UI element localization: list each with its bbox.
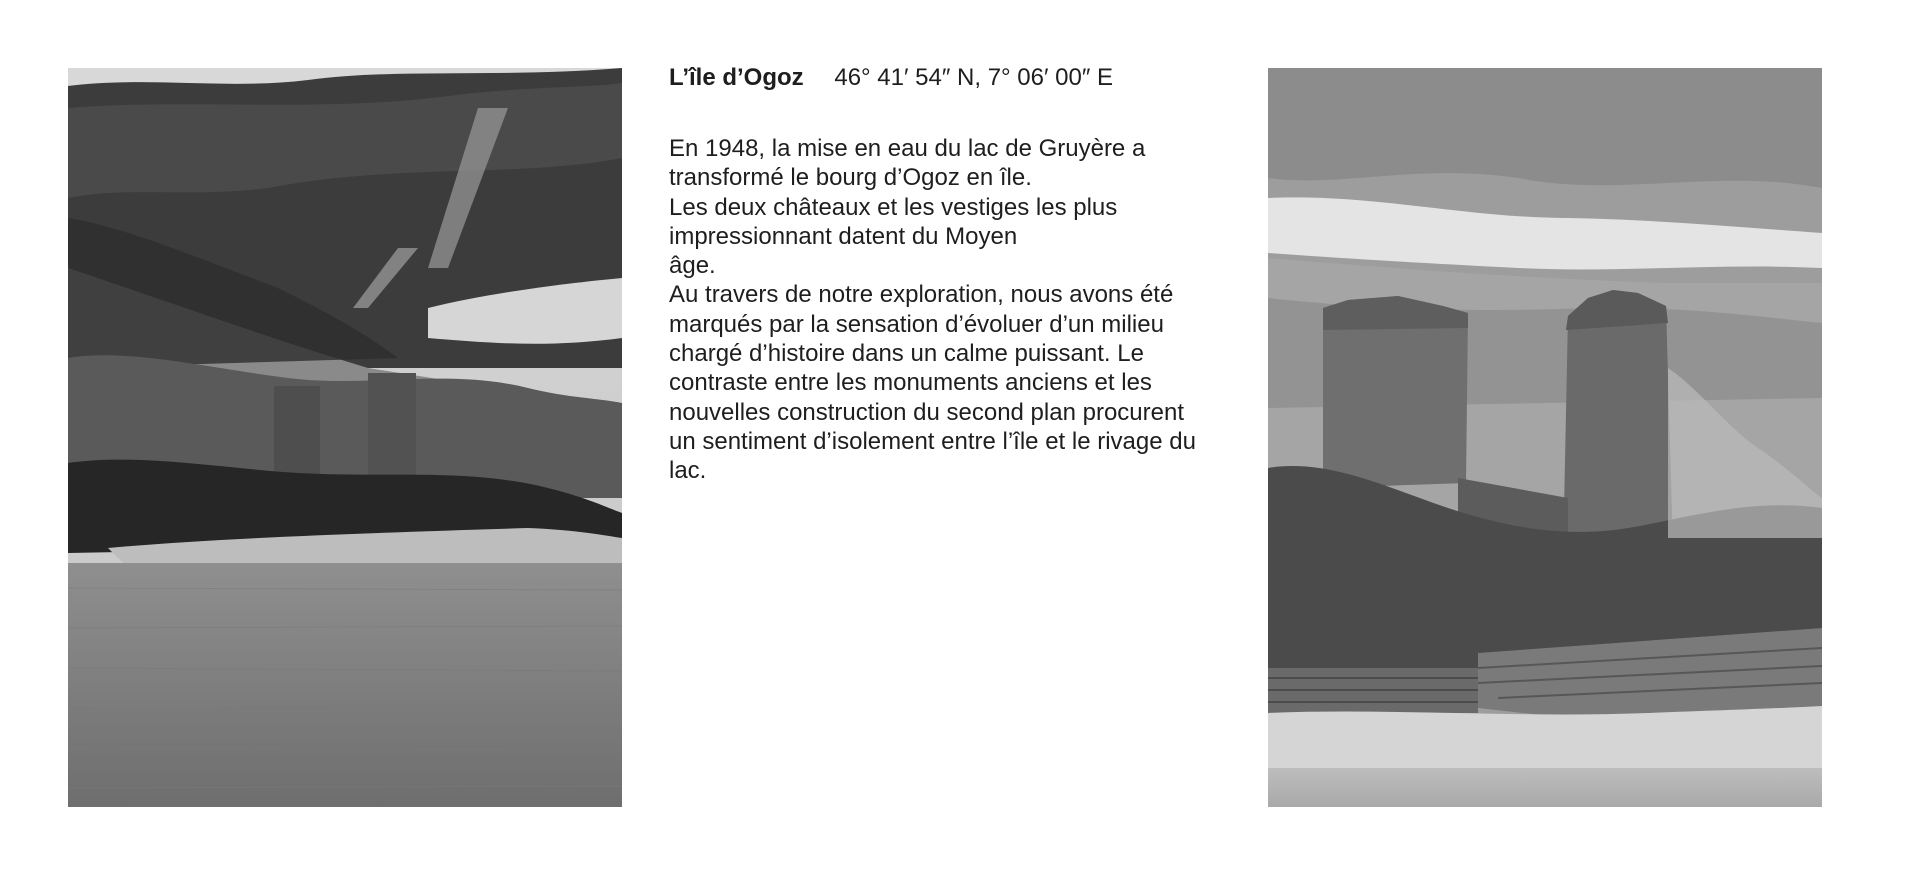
text-column — [669, 62, 1229, 486]
photo-island-wide-graphic — [68, 68, 622, 807]
heading — [669, 62, 1229, 94]
photo-ruins-closeup-graphic — [1268, 68, 1822, 807]
description-line: Les deux châteaux et les vestiges les plus — [669, 193, 1118, 221]
place-coordinates: 46° 41′ 54″ N, 7° 06′ 00″ E — [834, 64, 1114, 91]
description-line: En 1948, la mise en eau du lac de Gruyère a — [669, 135, 1146, 162]
description-line: un sentiment d’isolement entre l’île et le rivage du — [669, 427, 1196, 455]
photo-ruins-closeup — [1268, 68, 1822, 807]
description-line: contraste entre les monuments anciens et les — [669, 369, 1152, 397]
description-line: lac. — [669, 457, 707, 485]
photo-island-wide — [68, 68, 622, 807]
description-line: âge. — [669, 252, 716, 280]
description-line: transformé le bourg d’Ogoz en île. — [669, 164, 1032, 192]
description-line: chargé d’histoire dans un calme puissant. Le — [669, 340, 1144, 368]
description-line: Au travers de notre exploration, nous avons été — [669, 281, 1174, 309]
description-line: nouvelles construction du second plan procurent — [669, 398, 1184, 426]
description-line: impressionnant datent du Moyen — [669, 222, 1018, 250]
description-paragraph — [669, 134, 1229, 486]
place-title: L’île d’Ogoz — [669, 64, 804, 91]
description-line: marqués par la sensation d’évoluer d’un milieu — [669, 310, 1164, 338]
